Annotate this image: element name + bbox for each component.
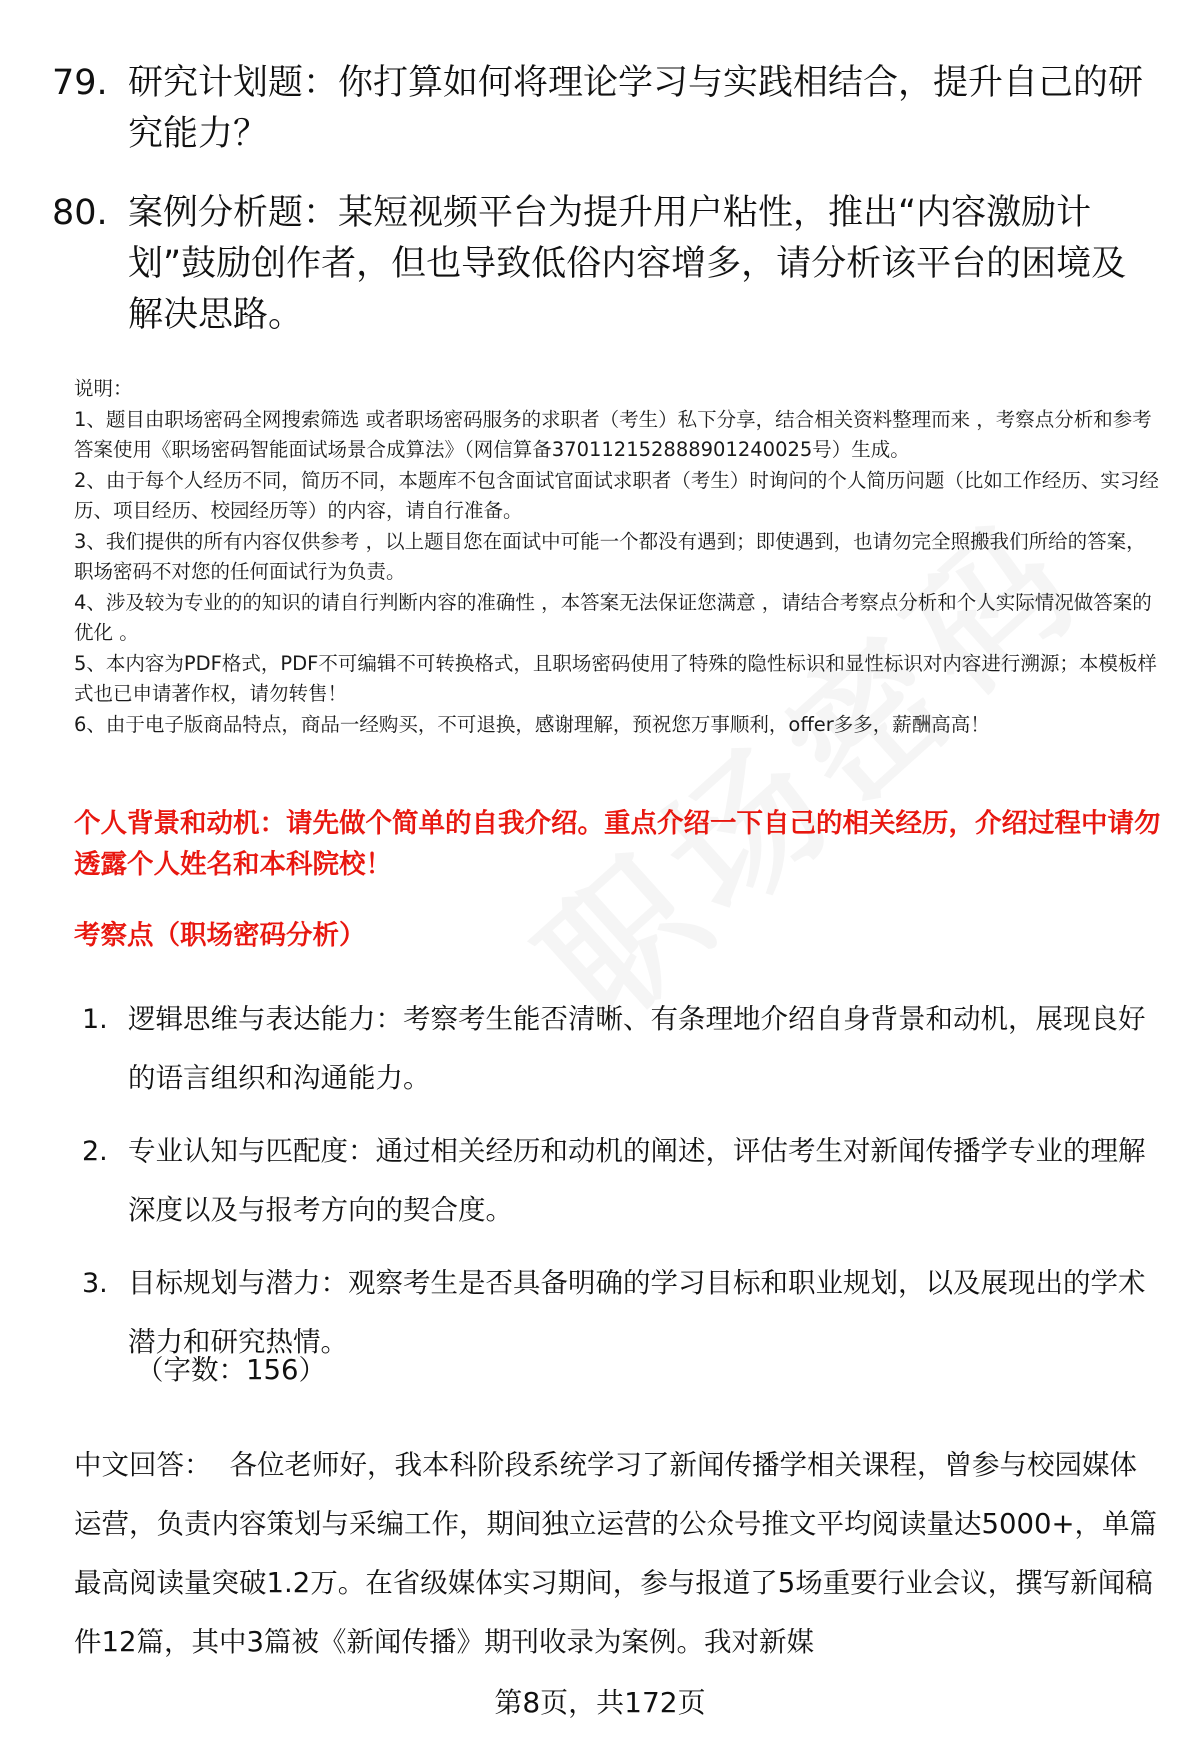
question-text: 案例分析题：某短视频平台为提升用户粘性，推出“内容激励计划”鼓励创作者，但也导致低俗内容增多，请分析该平台的困境及解决思路。 bbox=[128, 193, 1127, 335]
question-item bbox=[52, 188, 1152, 341]
answer-label: 中文回答： bbox=[74, 1449, 212, 1481]
note-item: 3、我们提供的所有内容仅供参考 ，以上题目您在面试中可能一个都没有遇到；即使遇到，也请勿完全照搬我们所给的答案，职场密码不对您的任何面试行为负责。 bbox=[74, 529, 1146, 583]
answer-section bbox=[74, 1436, 1164, 1672]
question-text: 研究计划题：你打算如何将理论学习与实践相结合，提升自己的研究能力？ bbox=[128, 63, 1144, 154]
note-item: 1、题目由职场密码全网搜索筛选 或者职场密码服务的求职者（考生）私下分享，结合相关资料整理而来 ，考察点分析和参考答案使用《职场密码智能面试场景合成算法》（网信算备370112152888901240025号）生成。 bbox=[74, 407, 1152, 461]
notes-section bbox=[74, 374, 1164, 740]
question-item bbox=[52, 58, 1152, 160]
note-item: 2、由于每个人经历不同，简历不同，本题库不包含面试官面试求职者（考生）时询问的个人简历问题（比如工作经历、实习经历、项目经历、校园经历等）的内容，请自行准备。 bbox=[74, 468, 1159, 522]
analysis-heading: 考察点（职场密码分析） bbox=[74, 920, 366, 951]
page-number: 第8页，共172页 bbox=[494, 1686, 706, 1719]
note-item: 5、本内容为PDF格式，PDF不可编辑不可转换格式，且职场密码使用了特殊的隐性标识和显性标识对内容进行溯源；本模板样式也已申请著作权，请勿转售！ bbox=[74, 651, 1157, 705]
answer-text: 各位老师好，我本科阶段系统学习了新闻传播学相关课程，曾参与校园媒体运营，负责内容策划与采编工作，期间独立运营的公众号推文平均阅读量达5000+，单篇最高阅读量突破1.2万。在省级媒体实习期间，参与报道了5场重要行业会议，撰写新闻稿件12篇，其中3篇被《新闻传播》期刊收录为案例。我对新媒 bbox=[74, 1449, 1158, 1658]
point-text: 逻辑思维与表达能力：考察考生能否清晰、有条理地介绍自身背景和动机，展现良好的语言组织和沟通能力。 bbox=[128, 1003, 1146, 1094]
note-item: 4、涉及较为专业的的知识的请自行判断内容的准确性 ，本答案无法保证您满意 ，请结合考察点分析和个人实际情况做答案的优化 。 bbox=[74, 590, 1152, 644]
point-text: 目标规划与潜力：观察考生是否具备明确的学习目标和职业规划，以及展现出的学术潜力和研究热情。 bbox=[128, 1267, 1146, 1358]
point-number: 1. bbox=[82, 1004, 108, 1035]
question-number: 79. bbox=[52, 63, 108, 103]
question-number: 80. bbox=[52, 193, 108, 233]
notes-title: 说明： bbox=[74, 377, 133, 400]
analysis-point bbox=[82, 1122, 1162, 1240]
interview-prompt: 个人背景和动机：请先做个简单的自我介绍。重点介绍一下自己的相关经历，介绍过程中请勿透露个人姓名和本科院校！ bbox=[74, 808, 1161, 880]
analysis-point bbox=[82, 990, 1162, 1108]
point-number: 3. bbox=[82, 1268, 108, 1299]
question-list bbox=[52, 58, 1152, 369]
point-text: 专业认知与匹配度：通过相关经历和动机的阐述，评估考生对新闻传播学专业的理解深度以及与报考方向的契合度。 bbox=[128, 1135, 1146, 1226]
word-count: （字数：156） bbox=[136, 1354, 326, 1386]
analysis-points bbox=[82, 990, 1162, 1386]
note-item: 6、由于电子版商品特点，商品一经购买，不可退换，感谢理解，预祝您万事顺利，offer多多，薪酬高高！ bbox=[74, 712, 990, 736]
point-number: 2. bbox=[82, 1136, 108, 1167]
